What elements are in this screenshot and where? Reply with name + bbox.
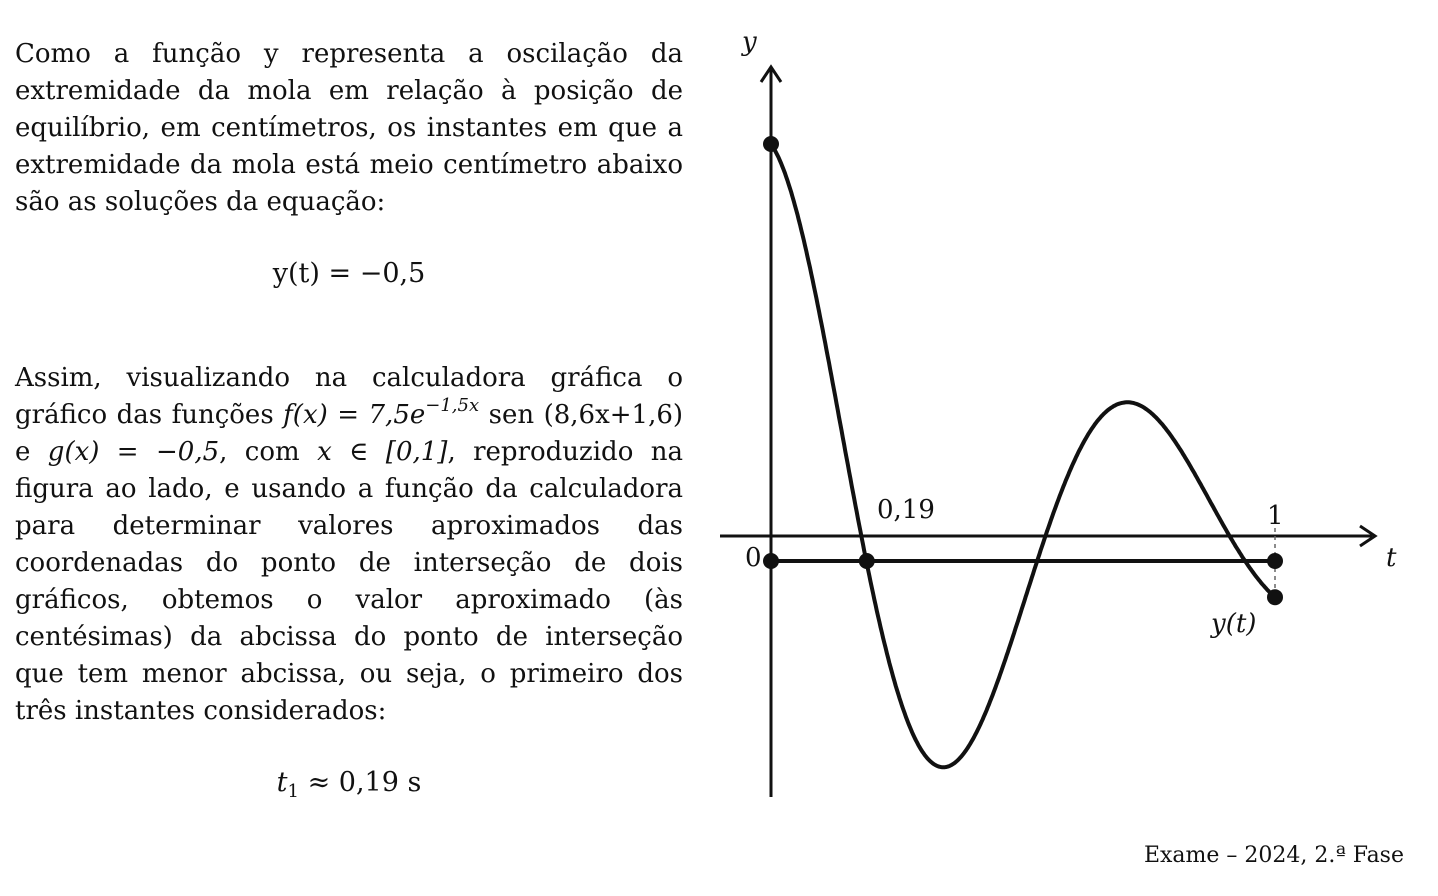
function-g-definition: g(x) = −0,5	[47, 437, 220, 467]
marked-point-4	[1267, 553, 1283, 569]
marked-point-2	[763, 553, 779, 569]
equation-y-of-t: y(t) = −0,5	[272, 258, 426, 289]
curve-label: y(t)	[1211, 609, 1257, 639]
intersection-label: 0,19	[877, 495, 935, 525]
function-f-definition: $f(x) = 7,5e^{-1,5x}$	[283, 395, 480, 430]
source-footer: Exame – 2024, 2.ª Fase	[1143, 843, 1404, 868]
t-one-label: 1	[1267, 501, 1284, 531]
marked-point-5	[1267, 589, 1283, 605]
y-curve	[771, 144, 1275, 767]
origin-label: 0	[745, 543, 762, 573]
paragraph-1: Como a função y representa a oscilação da extremidade da mola em relação à posição de equilíbrio, em centímetros, os instantes em que a extremidade da mola está meio centímetro abaixo são as soluções da equação:	[15, 39, 683, 217]
equation-t1: $t_1 \approx 0,19$ s	[276, 767, 422, 802]
domain-expression: x ∈ [0,1]	[317, 437, 448, 467]
t-axis-label: t	[1386, 543, 1397, 573]
marked-point-1	[763, 136, 779, 152]
marked-point-3	[859, 553, 875, 569]
y-axis-label: y	[742, 27, 757, 57]
paragraph-2: Assim, visualizando na calculadora gráfica o gráfico das funções $f(x) = 7,5e^{-1,5x}$ sen (8,6x+1,6) e g(x) = −0,5, com x ∈ [0,1], reproduzido na figura ao lado, e usando a função da calculadora para determinar valores aproximados das coordenadas do ponto de interseção de dois gráficos, obtemos o valor aproximado (às centésimas) da abcissa do ponto de interseção que tem menor abcissa, ou seja, o primeiro dos três instantes considerados:	[15, 363, 684, 726]
